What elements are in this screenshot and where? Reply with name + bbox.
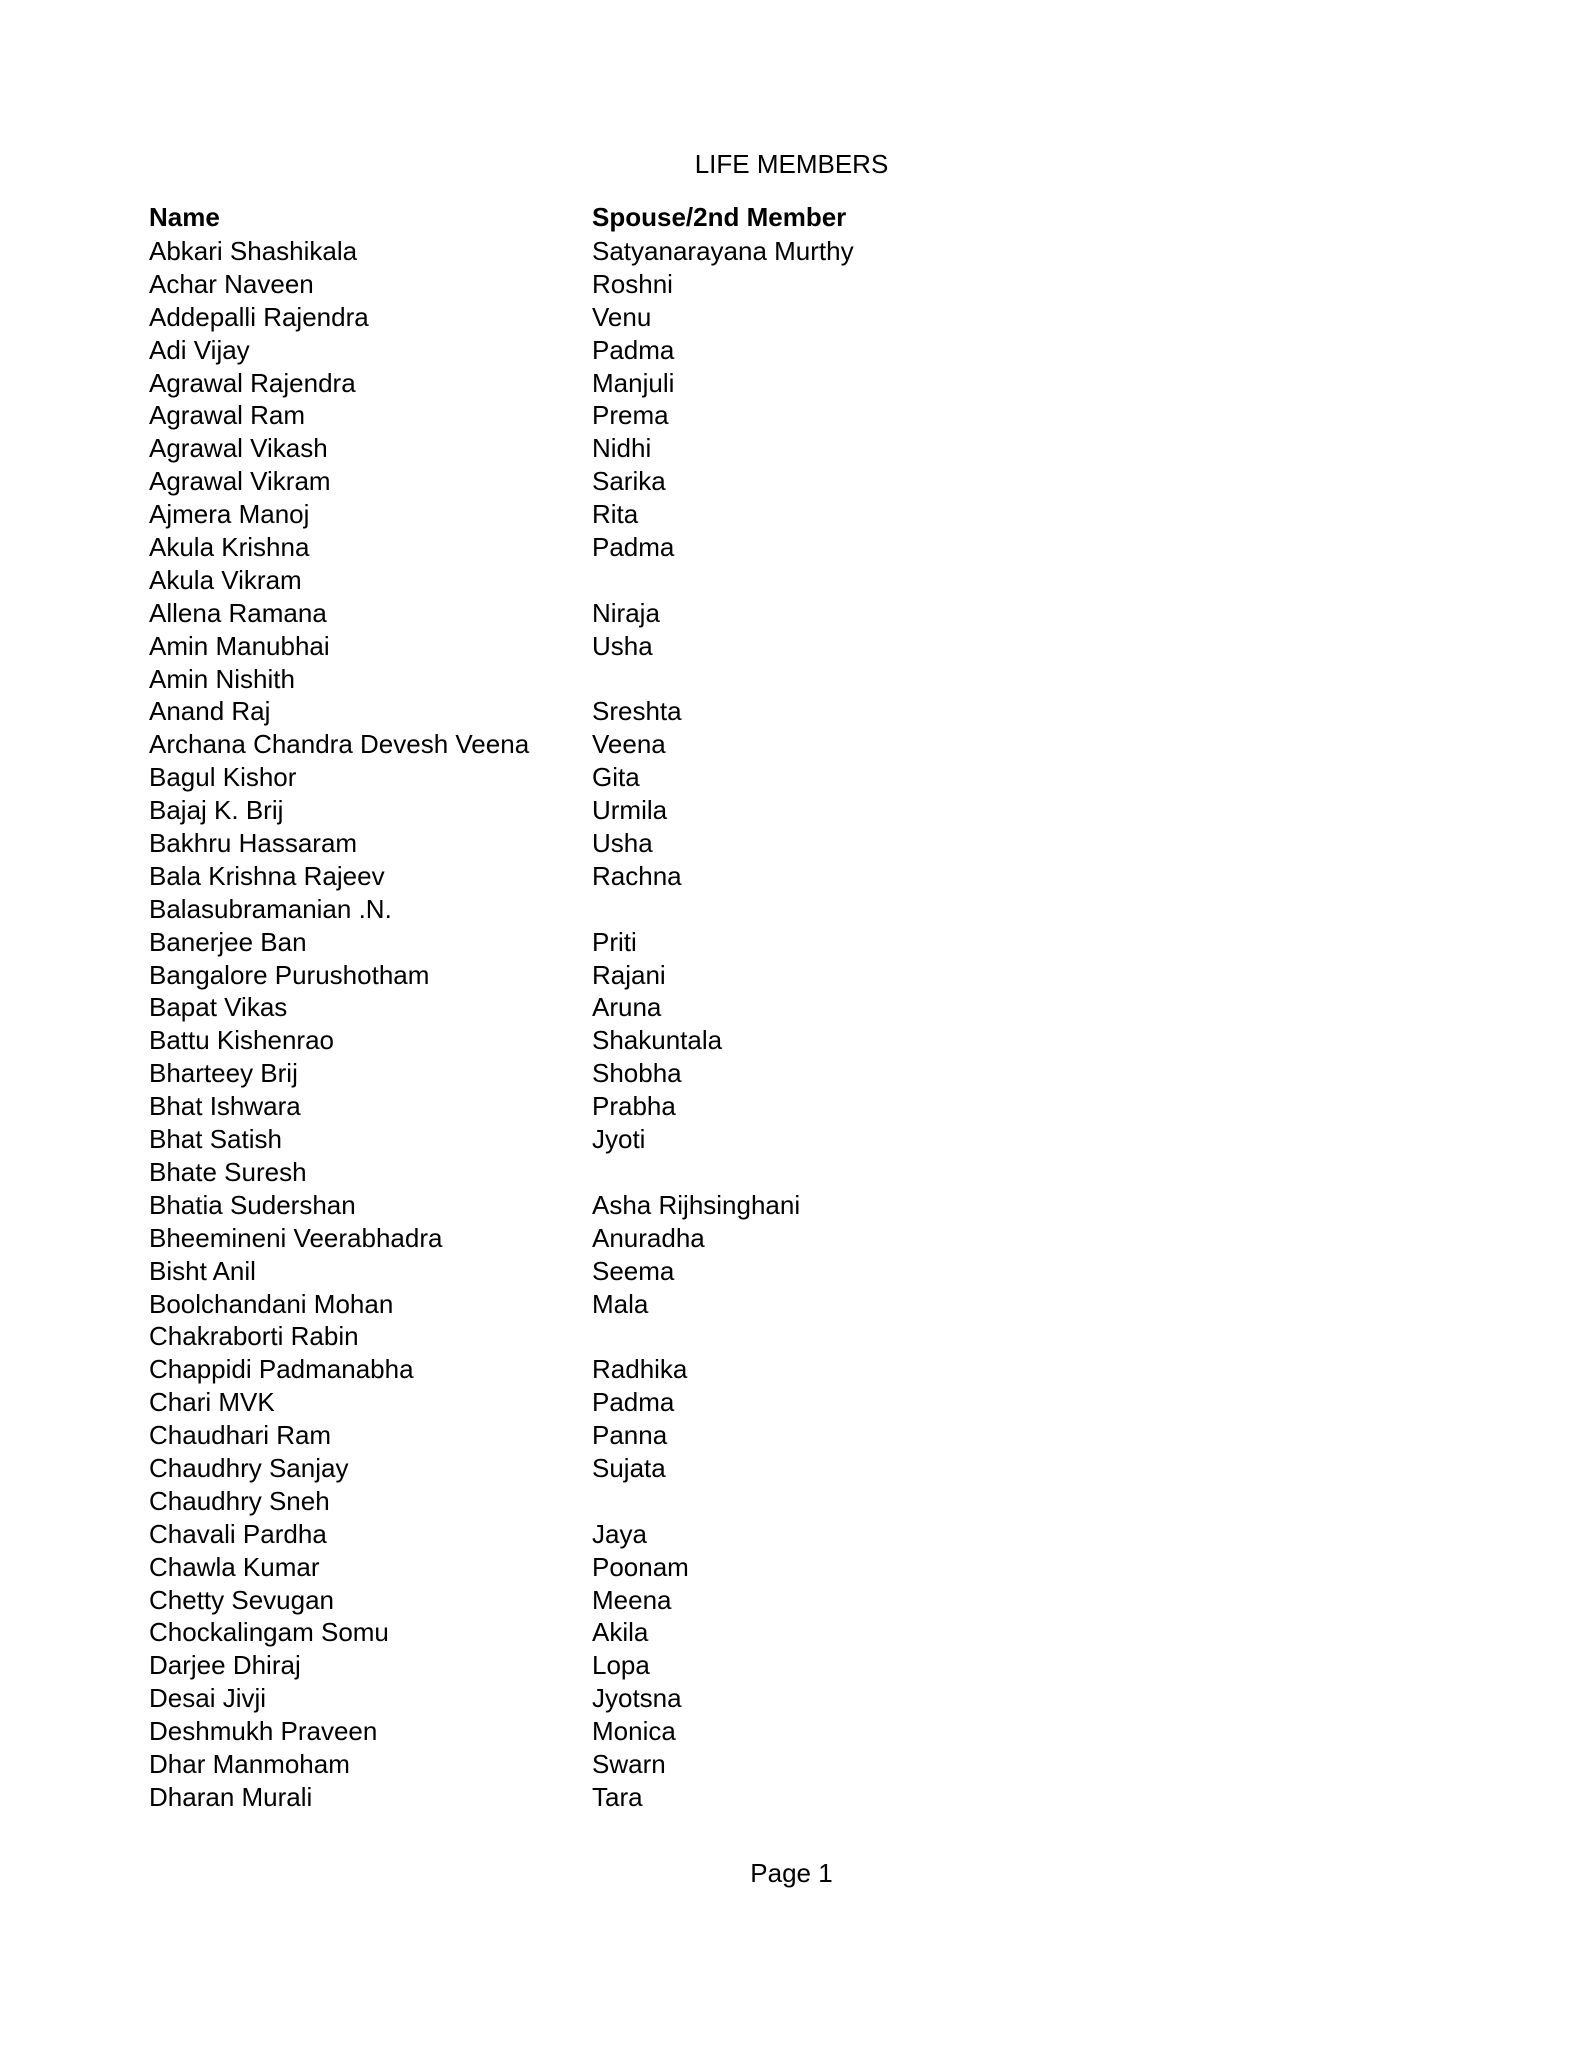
- member-name: Akula Krishna: [149, 532, 310, 563]
- member-name: Chaudhry Sneh: [149, 1485, 330, 1516]
- member-name: Addepalli Rajendra: [149, 301, 369, 332]
- member-name: Agrawal Vikash: [149, 433, 328, 464]
- member-spouse: Rachna: [592, 860, 682, 891]
- member-row: [149, 1255, 1149, 1288]
- member-spouse: Prema: [592, 400, 669, 431]
- member-name: Balasubramanian .N.: [149, 893, 392, 924]
- member-name: Akula Vikram: [149, 564, 302, 595]
- member-row: [149, 1781, 1149, 1814]
- member-spouse: Usha: [592, 828, 653, 859]
- member-spouse: Meena: [592, 1584, 672, 1615]
- member-row: [149, 498, 1149, 531]
- member-row: [149, 728, 1149, 761]
- member-spouse: Akila: [592, 1617, 649, 1648]
- member-name: Bharteey Brij: [149, 1058, 298, 1089]
- member-name: Bhat Ishwara: [149, 1091, 301, 1122]
- member-spouse: Aruna: [592, 992, 662, 1023]
- member-name: Chakraborti Rabin: [149, 1321, 359, 1352]
- member-name: Amin Manubhai: [149, 630, 330, 661]
- member-name: Bala Krishna Rajeev: [149, 860, 385, 891]
- member-name: Boolchandani Mohan: [149, 1288, 394, 1319]
- member-name: Abkari Shashikala: [149, 236, 358, 266]
- member-row: [149, 531, 1149, 564]
- member-name: Amin Nishith: [149, 663, 295, 694]
- member-name: Agrawal Vikram: [149, 466, 331, 497]
- member-row: [149, 301, 1149, 334]
- member-row: [149, 1649, 1149, 1682]
- member-spouse: Urmila: [592, 795, 668, 826]
- table-header: [149, 199, 1149, 235]
- member-spouse: Niraja: [592, 597, 660, 628]
- member-spouse: Asha Rijhsinghani: [592, 1189, 801, 1220]
- page-title: LIFE MEMBERS: [694, 149, 889, 179]
- member-row: [149, 1090, 1149, 1123]
- member-spouse: Radhika: [592, 1354, 688, 1385]
- member-row: [149, 465, 1149, 498]
- member-name: Bapat Vikas: [149, 992, 288, 1023]
- member-spouse: Jyotsna: [592, 1683, 682, 1714]
- member-row: [149, 1353, 1149, 1386]
- member-name: Bhat Satish: [149, 1124, 282, 1155]
- member-row: [149, 893, 1149, 926]
- member-row: [149, 1123, 1149, 1156]
- member-row: [149, 695, 1149, 728]
- member-spouse: Jyoti: [592, 1124, 646, 1155]
- member-spouse: Lopa: [592, 1650, 650, 1681]
- member-name: Chavali Pardha: [149, 1518, 327, 1549]
- member-row: [149, 367, 1149, 400]
- member-name: Banerjee Ban: [149, 926, 307, 957]
- member-spouse: Poonam: [592, 1551, 689, 1582]
- member-name: Chari MVK: [149, 1387, 275, 1418]
- member-spouse: Shobha: [592, 1058, 682, 1089]
- member-name: Archana Chandra Devesh Veena: [149, 729, 530, 760]
- member-row: [149, 1189, 1149, 1222]
- member-list: [149, 235, 1149, 1814]
- member-name: Adi Vijay: [149, 334, 250, 365]
- member-spouse: Mala: [592, 1288, 649, 1319]
- member-spouse: Anuradha: [592, 1222, 705, 1253]
- member-spouse: Manjuli: [592, 367, 675, 398]
- member-spouse: Usha: [592, 630, 653, 661]
- member-row: [149, 334, 1149, 367]
- member-spouse: Prabha: [592, 1091, 676, 1122]
- member-row: [149, 794, 1149, 827]
- member-spouse: Satyanarayana Murthy: [592, 236, 854, 266]
- member-spouse: Venu: [592, 301, 652, 332]
- member-row: [149, 597, 1149, 630]
- member-name: Bagul Kishor: [149, 762, 297, 793]
- member-spouse: Roshni: [592, 268, 673, 299]
- member-spouse: Swarn: [592, 1748, 666, 1779]
- member-row: [149, 860, 1149, 893]
- member-row: [149, 1748, 1149, 1781]
- member-spouse: Shakuntala: [592, 1025, 723, 1056]
- member-name: Anand Raj: [149, 696, 271, 727]
- member-row: [149, 1584, 1149, 1617]
- member-spouse: Sarika: [592, 466, 666, 497]
- member-row: [149, 564, 1149, 597]
- member-spouse: Sujata: [592, 1452, 666, 1483]
- member-row: [149, 1715, 1149, 1748]
- member-row: [149, 235, 1149, 268]
- member-row: [149, 1485, 1149, 1518]
- member-name: Deshmukh Praveen: [149, 1716, 378, 1747]
- member-spouse: Sreshta: [592, 696, 682, 727]
- member-row: [149, 432, 1149, 465]
- member-name: Ajmera Manoj: [149, 499, 310, 530]
- member-row: [149, 1156, 1149, 1189]
- page-number: Page 1: [750, 1858, 833, 1888]
- member-spouse: Gita: [592, 762, 640, 793]
- member-name: Dharan Murali: [149, 1781, 313, 1812]
- member-spouse: Padma: [592, 334, 675, 365]
- member-spouse: Jaya: [592, 1518, 647, 1549]
- member-row: [149, 1222, 1149, 1255]
- member-spouse: Padma: [592, 532, 675, 563]
- member-row: [149, 761, 1149, 794]
- member-spouse: Padma: [592, 1387, 675, 1418]
- member-row: [149, 399, 1149, 432]
- member-name: Battu Kishenrao: [149, 1025, 335, 1056]
- member-spouse: Rita: [592, 499, 639, 530]
- member-row: [149, 1386, 1149, 1419]
- member-row: [149, 1024, 1149, 1057]
- member-name: Chaudhry Sanjay: [149, 1452, 349, 1483]
- name-column-header: Name: [149, 202, 220, 232]
- member-spouse: Priti: [592, 926, 637, 957]
- member-name: Achar Naveen: [149, 268, 314, 299]
- member-name: Desai Jivji: [149, 1683, 267, 1714]
- member-row: [149, 1616, 1149, 1649]
- spouse-column-header: Spouse/2nd Member: [592, 202, 847, 232]
- member-name: Chockalingam Somu: [149, 1617, 389, 1648]
- member-row: [149, 1452, 1149, 1485]
- member-name: Agrawal Ram: [149, 400, 306, 431]
- member-name: Bajaj K. Brij: [149, 795, 284, 826]
- member-name: Chawla Kumar: [149, 1551, 320, 1582]
- member-row: [149, 991, 1149, 1024]
- member-row: [149, 1682, 1149, 1715]
- member-row: [149, 959, 1149, 992]
- member-name: Bheemineni Veerabhadra: [149, 1222, 443, 1253]
- member-name: Dhar Manmoham: [149, 1748, 350, 1779]
- member-spouse: Tara: [592, 1781, 643, 1812]
- member-spouse: Seema: [592, 1255, 675, 1286]
- member-row: [149, 1551, 1149, 1584]
- member-name: Bakhru Hassaram: [149, 828, 358, 859]
- member-row: [149, 827, 1149, 860]
- member-row: [149, 1518, 1149, 1551]
- member-name: Allena Ramana: [149, 597, 327, 628]
- member-spouse: Veena: [592, 729, 666, 760]
- member-row: [149, 1057, 1149, 1090]
- member-row: [149, 268, 1149, 301]
- member-row: [149, 630, 1149, 663]
- member-spouse: Monica: [592, 1716, 676, 1747]
- member-name: Agrawal Rajendra: [149, 367, 356, 398]
- member-row: [149, 926, 1149, 959]
- member-row: [149, 1419, 1149, 1452]
- member-row: [149, 1320, 1149, 1353]
- member-name: Chappidi Padmanabha: [149, 1354, 414, 1385]
- member-name: Chaudhari Ram: [149, 1420, 332, 1451]
- member-name: Bhatia Sudershan: [149, 1189, 356, 1220]
- member-name: Bhate Suresh: [149, 1156, 307, 1187]
- member-spouse: Panna: [592, 1420, 668, 1451]
- member-name: Darjee Dhiraj: [149, 1650, 301, 1681]
- member-spouse: Nidhi: [592, 433, 652, 464]
- member-name: Bisht Anil: [149, 1255, 256, 1286]
- member-row: [149, 663, 1149, 696]
- member-name: Chetty Sevugan: [149, 1584, 335, 1615]
- member-spouse: Rajani: [592, 959, 666, 990]
- member-row: [149, 1288, 1149, 1321]
- member-name: Bangalore Purushotham: [149, 959, 430, 990]
